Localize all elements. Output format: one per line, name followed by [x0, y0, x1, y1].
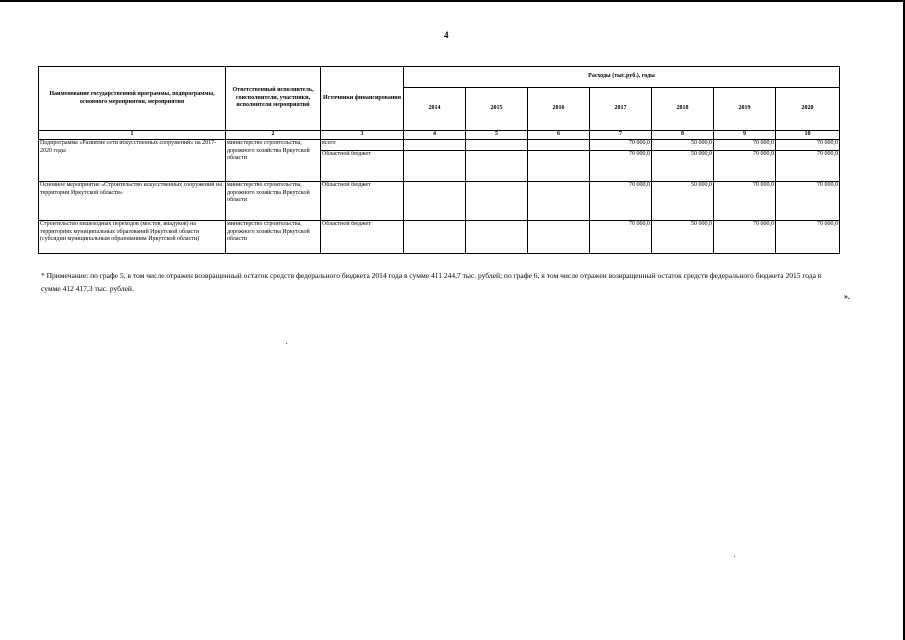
column-number: 2	[226, 131, 321, 140]
column-number: 6	[528, 131, 590, 140]
row-value: 50 000,0	[652, 151, 714, 182]
column-number: 3	[321, 131, 404, 140]
row-value	[404, 151, 466, 182]
row-value	[404, 140, 466, 151]
row-name: Основное мероприятие «Строительство искусственных сооружений на территории Иркутской области»	[39, 182, 226, 221]
header-expenses: Расходы (тыс.руб.), годы	[404, 67, 840, 88]
header-year: 2017	[590, 88, 652, 131]
scan-speck	[734, 556, 735, 557]
budget-table	[38, 66, 840, 254]
row-value: 70 000,0	[590, 182, 652, 221]
header-sources: Источники финансирования	[321, 67, 404, 131]
row-value: 70 000,0	[776, 221, 840, 254]
row-value	[528, 151, 590, 182]
row-value: 70 000,0	[714, 151, 776, 182]
row-value: 50 000,0	[652, 140, 714, 151]
row-value: 70 000,0	[714, 182, 776, 221]
header-year: 2014	[404, 88, 466, 131]
row-name: Строительство пешеходных переходов (мостов, виадуков) на территориях муниципальных образований Иркутской области (субсидии муниципальным образованиям Иркутской области)	[39, 221, 226, 254]
row-value	[466, 182, 528, 221]
row-value: 70 000,0	[714, 140, 776, 151]
row-value	[528, 221, 590, 254]
table-row	[39, 221, 840, 254]
row-value	[466, 140, 528, 151]
row-value: 70 000,0	[590, 221, 652, 254]
row-source: Областной бюджет	[321, 221, 404, 254]
row-value: 70 000,0	[776, 151, 840, 182]
column-number: 10	[776, 131, 840, 140]
table-row	[39, 182, 840, 221]
header-year: 2016	[528, 88, 590, 131]
closing-quote: ».	[844, 292, 850, 301]
header-year: 2015	[466, 88, 528, 131]
header-year: 2018	[652, 88, 714, 131]
column-number: 8	[652, 131, 714, 140]
row-value	[528, 140, 590, 151]
row-value: 50 000,0	[652, 182, 714, 221]
column-number: 9	[714, 131, 776, 140]
row-value: 70 000,0	[776, 140, 840, 151]
header-name: Наименование государственной программы, подпрограммы, основного мероприятия, мероприятия	[39, 67, 226, 131]
row-value	[528, 182, 590, 221]
row-value: 70 000,0	[590, 140, 652, 151]
header-year: 2019	[714, 88, 776, 131]
page-border-top	[0, 0, 905, 2]
header-executor: Ответственный исполнитель, соисполнители, участники, исполнители мероприятий	[226, 67, 321, 131]
row-source: Областной бюджет	[321, 151, 404, 182]
column-number: 5	[466, 131, 528, 140]
row-executor: министерство строительства, дорожного хозяйства Иркутской области	[226, 221, 321, 254]
page-number: 4	[444, 30, 449, 40]
row-value	[466, 221, 528, 254]
footnote: * Примечание: по графе 5, в том числе отражен возвращенный остаток средств федерального бюджета 2014 года в сумме 411 244,7 тыс. рублей; по графе 6, в том числе отражен возвращенный остаток средств федерального бюджета 2015 года в сумме 412 417,3 тыс. рублей.	[41, 271, 822, 293]
table-row	[39, 140, 840, 151]
scan-speck	[286, 343, 287, 344]
row-executor: министерство строительства, дорожного хозяйства Иркутской области	[226, 182, 321, 221]
column-number: 4	[404, 131, 466, 140]
row-source: всего	[321, 140, 404, 151]
header-row	[39, 67, 840, 88]
row-value: 70 000,0	[776, 182, 840, 221]
column-number-row	[39, 131, 840, 140]
column-number: 7	[590, 131, 652, 140]
row-value	[404, 221, 466, 254]
row-value	[466, 151, 528, 182]
column-number: 1	[39, 131, 226, 140]
row-executor: министерство строительства, дорожного хозяйства Иркутской области	[226, 140, 321, 182]
row-value	[404, 182, 466, 221]
row-value: 50 000,0	[652, 221, 714, 254]
row-name: Подпрограмма «Развитие сети искусственных сооружений» на 2017-2020 годы	[39, 140, 226, 182]
header-year: 2020	[776, 88, 840, 131]
row-value: 70 000,0	[714, 221, 776, 254]
row-value: 70 000,0	[590, 151, 652, 182]
row-source: Областной бюджет	[321, 182, 404, 221]
